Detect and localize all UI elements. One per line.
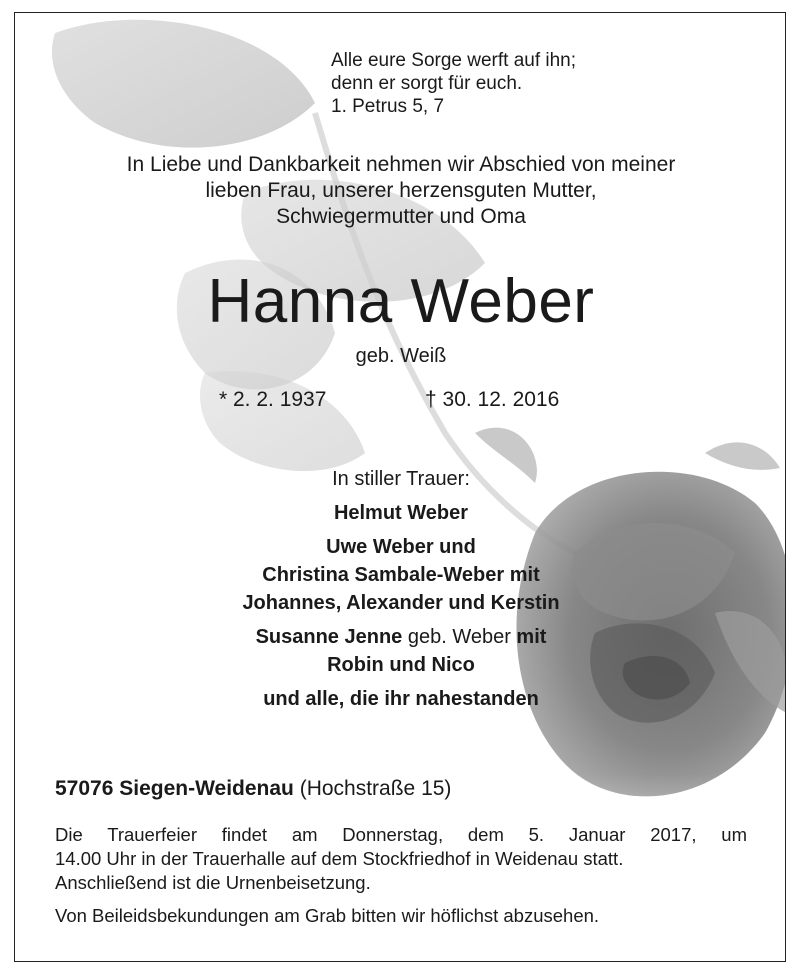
verse-reference: 1. Petrus 5, 7 <box>331 96 445 117</box>
mourners-heading: In stiller Trauer: <box>332 468 470 490</box>
maiden-name: geb. Weiß <box>355 345 447 367</box>
address-city: 57076 Siegen-Weidenau <box>55 777 294 800</box>
mourner-son: Uwe Weber und <box>326 536 476 558</box>
ceremony-line: Die Trauerfeier findet am Donnerstag, dem 5. Januar 2017, um <box>55 824 747 845</box>
mourners-list <box>15 465 786 713</box>
birth-date: * 2. 2. 1937 <box>219 388 327 411</box>
daughter-name: Susanne Jenne <box>255 626 403 648</box>
verse-line: Alle eure Sorge werft auf ihn; <box>331 50 577 71</box>
mourner-daughter <box>15 623 786 651</box>
obituary-card <box>14 12 786 962</box>
intro-line: In Liebe und Dankbarkeit nehmen wir Abschied von meiner <box>126 153 676 176</box>
address <box>55 777 451 801</box>
intro-text <box>15 152 786 230</box>
deceased-name: Hanna Weber <box>207 267 595 336</box>
obituary-text <box>15 13 786 962</box>
daughter-with: mit <box>516 626 547 648</box>
ceremony-line: 14.00 Uhr in der Trauerhalle auf dem Stockfriedhof in Weidenau statt. <box>55 848 624 869</box>
bible-verse <box>331 49 576 118</box>
intro-line: Schwiegermutter und Oma <box>276 205 526 228</box>
mourner-husband: Helmut Weber <box>333 502 469 524</box>
verse-line: denn er sorgt für euch. <box>331 73 523 94</box>
mourner-grandchildren: Johannes, Alexander und Kerstin <box>242 592 560 614</box>
address-street: (Hochstraße 15) <box>293 777 452 800</box>
condolence-notice: Von Beileidsbekundungen am Grab bitten wir höflichst abzusehen. <box>55 905 600 926</box>
mourner-daughter-children: Robin und Nico <box>327 654 475 676</box>
daughter-maiden-name: geb. Weber <box>402 626 517 648</box>
intro-line: lieben Frau, unserer herzensguten Mutter, <box>205 179 597 202</box>
ceremony-line: Anschließend ist die Urnenbeisetzung. <box>55 872 371 893</box>
ceremony-notice <box>55 823 747 895</box>
death-date: † 30. 12. 2016 <box>425 388 560 411</box>
mourner-others: und alle, die ihr nahestanden <box>263 688 539 710</box>
mourner-daughter-in-law: Christina Sambale-Weber mit <box>262 564 540 586</box>
